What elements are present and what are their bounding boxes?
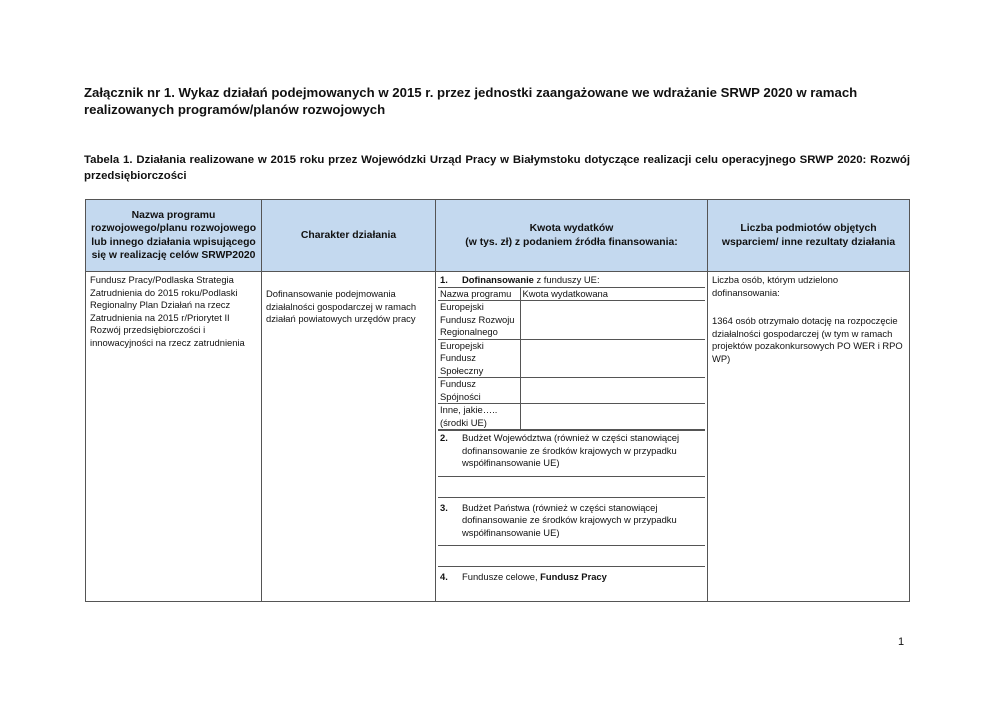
- section-3-number: 3.: [440, 501, 448, 513]
- section-2-number: 2.: [440, 432, 448, 443]
- cell-charakter: [262, 272, 436, 602]
- table-caption: Tabela 1. Działania realizowane w 2015 roku przez Wojewódzki Urząd Pracy w Białymstoku dotyczące realizacji celu operacyjnego SRWP 2020: Rozwój przedsiębiorczości: [84, 154, 910, 182]
- section-2-text: Budżet Województwa (również w części stanowiącej dofinansowanie ze środków krajowych w przypadku współfinansowanie UE): [462, 432, 680, 468]
- funding-section-1: [438, 272, 705, 288]
- fund-row: [438, 339, 705, 378]
- table-row: [86, 272, 910, 602]
- cell-funding: [436, 272, 708, 602]
- program-text: Fundusz Pracy/Podlaska Strategia Zatrudnienia do 2015 roku/Podlaski Regionalny Plan Działań na rzecz Zatrudnienia na 2015 r/Priorytet II Rozwój przedsiębiorczości i innowacyjności na rzecz zatrudnienia: [90, 274, 245, 348]
- section-2-amount-line: [438, 476, 705, 498]
- header-charakter: Charakter działania: [262, 200, 436, 272]
- document-title: Załącznik nr 1. Wykaz działań podejmowanych w 2015 r. przez jednostki zaangażowane we wdrażanie SRWP 2020 w ramach realizowanych programów/planów rozwojowych: [84, 85, 858, 117]
- section-4-number: 4.: [440, 571, 448, 582]
- activities-table: [85, 199, 910, 602]
- section-4-text: Fundusze celowe,: [462, 571, 541, 582]
- col-amount-header: Kwota wydatkowana: [520, 288, 705, 301]
- cell-liczba: [708, 272, 910, 602]
- fund-name: Europejski Fundusz Rozwoju Regionalnego: [438, 301, 520, 340]
- page-number: 1: [898, 636, 905, 648]
- fund-name: Inne, jakie….. (środki UE): [438, 404, 520, 430]
- header-program: Nazwa programu rozwojowego/planu rozwojowego lub innego działania wpisującego się w realizację celów SRWP2020: [86, 200, 262, 272]
- section-4-bold: Fundusz Pracy: [540, 571, 607, 582]
- eu-funds-header-row: [438, 288, 705, 301]
- header-liczba: Liczba podmiotów objętych wsparciem/ inne rezultaty działania: [708, 200, 910, 272]
- section-1-number: 1.: [440, 274, 448, 285]
- fund-amount: [520, 378, 705, 404]
- funding-section-2: [438, 430, 705, 470]
- section-3-amount-line: [438, 545, 705, 567]
- header-kwota: [436, 200, 708, 272]
- section-1-bold: Dofinansowanie: [462, 274, 534, 285]
- header-row: [86, 200, 910, 272]
- header-kwota-line2: (w tys. zł) z podaniem źródła finansowania:: [465, 236, 678, 248]
- funding-section-4: [438, 567, 705, 584]
- section-1-rest: z funduszy UE:: [533, 274, 600, 285]
- funding-block: [436, 272, 707, 601]
- liczba-intro: Liczba osób, którym udzielono dofinansowania:: [712, 274, 839, 298]
- liczba-detail: 1364 osób otrzymało dotację na rozpoczęcie działalności gospodarczej (w tym w ramach projektów pozakonkursowych PO WER i RPO WP): [712, 315, 903, 364]
- col-name-header: Nazwa programu: [438, 288, 520, 301]
- cell-program: [86, 272, 262, 602]
- fund-amount: [520, 404, 705, 430]
- eu-funds-table: [438, 288, 705, 431]
- fund-amount: [520, 339, 705, 378]
- fund-name: Europejski Fundusz Społeczny: [438, 339, 520, 378]
- section-3-text: Budżet Państwa (również w części stanowiącej dofinansowanie ze środków krajowych w przypadku współfinansowanie UE): [462, 501, 677, 538]
- charakter-text: Dofinansowanie podejmowania działalności gospodarczej w ramach działań powiatowych urzędów pracy: [266, 288, 417, 324]
- header-kwota-line1: Kwota wydatków: [529, 223, 614, 234]
- fund-row: [438, 301, 705, 340]
- fund-row: [438, 404, 705, 430]
- fund-name: Fundusz Spójności: [438, 378, 520, 404]
- funding-section-3: [438, 498, 705, 540]
- fund-amount: [520, 301, 705, 340]
- fund-row: [438, 378, 705, 404]
